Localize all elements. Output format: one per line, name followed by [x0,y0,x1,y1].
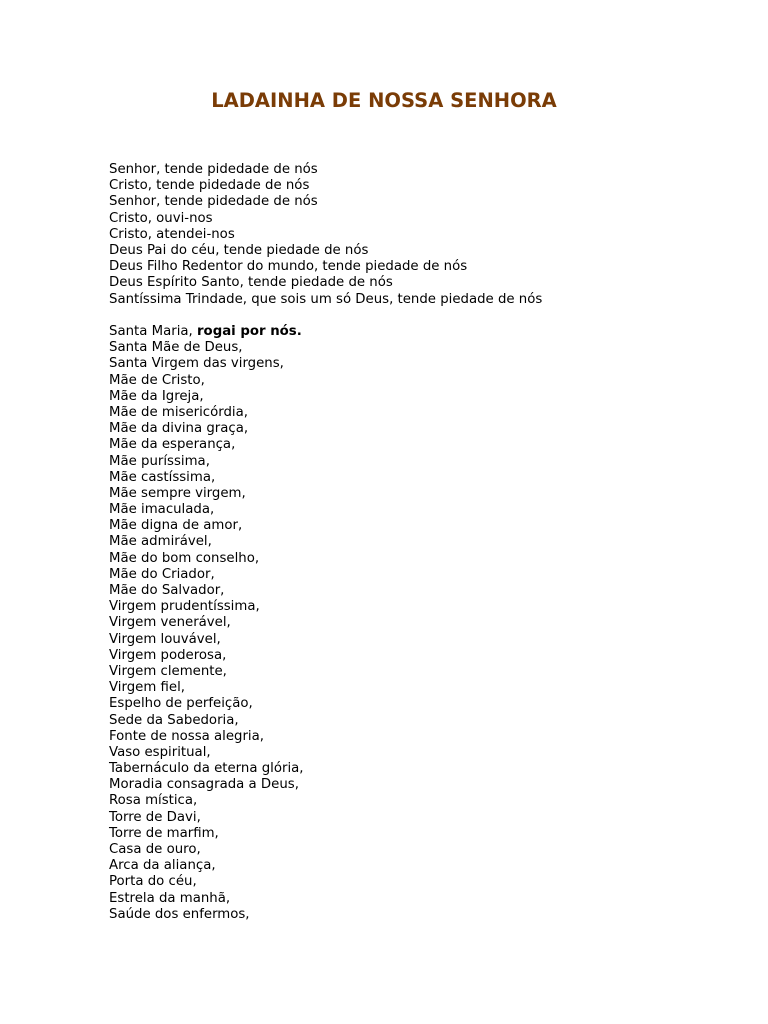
invocation-line: Mãe de Cristo, [109,372,205,388]
invocation-line: Santa Virgem das virgens, [109,356,284,372]
prayer-line: Santíssima Trindade, que sois um só Deus, tende piedade de nós [109,291,543,307]
invocation-line: Casa de ouro, [109,842,201,857]
invocation-line: Rosa mística, [109,793,198,809]
invocation-line: Santa Mãe de Deus, [109,340,243,356]
invocation-line: Vaso espiritual, [109,744,211,760]
invocation-line: Mãe da Igreja, [109,388,204,404]
invocations-block [109,324,304,923]
prayer-line: Deus Filho Redentor do mundo, tende piedade de nós [109,259,468,275]
prayer-line: Cristo, atendei-nos [109,226,235,242]
invocation-line: Saúde dos enfermos, [109,906,250,922]
intro-prayer-block [109,162,542,308]
invocation-text: Santa Maria, [109,324,197,339]
prayer-line: Cristo, tende pidedade de nós [109,178,310,194]
invocation-line: Mãe digna de amor, [109,518,243,534]
invocation-line: Mãe imaculada, [109,502,215,518]
invocation-line: Virgem louvável, [109,631,221,647]
prayer-line: Deus Pai do céu, tende piedade de nós [109,242,369,258]
invocation-line: Mãe da esperança, [109,437,236,453]
invocation-line: Mãe da divina graça, [109,421,249,437]
invocation-line: Tabernáculo da eterna glória, [109,761,304,777]
invocation-line: Arca da aliança, [109,858,216,874]
invocation-line: Mãe do Salvador, [109,583,225,598]
invocation-line: Virgem clemente, [109,663,227,679]
invocation-line: Torre de Davi, [109,809,201,825]
invocation-line: Porta do céu, [109,874,197,890]
invocation-line: Mãe de misericórdia, [109,404,248,420]
invocation-line: Mãe castíssima, [109,469,216,485]
invocation-line: Mãe do bom conselho, [109,550,260,566]
invocation-line: Virgem prudentíssima, [109,599,260,615]
prayer-line: Deus Espírito Santo, tende piedade de nós [109,275,393,291]
invocation-line: Mãe admirável, [109,534,212,550]
invocation-line: Moradia consagrada a Deus, [109,777,299,793]
prayer-line: Senhor, tende pidedade de nós [109,162,318,177]
prayer-line: Senhor, tende pidedade de nós [109,194,318,210]
prayer-line: Cristo, ouvi-nos [109,210,213,226]
invocation-line: Virgem venerável, [109,615,231,631]
document-title: LADAINHA DE NOSSA SENHORA [211,89,557,112]
first-invocation [109,324,304,340]
invocation-line: Virgem fiel, [109,680,186,696]
invocation-line: Mãe sempre virgem, [109,485,246,501]
invocation-line: Espelho de perfeição, [109,696,253,712]
invocation-line: Sede da Sabedoria, [109,712,239,728]
invocation-line: Virgem poderosa, [109,647,227,663]
invocation-line: Mãe puríssima, [109,453,210,469]
response-text: rogai por nós. [197,324,302,339]
invocation-line: Torre de marfim, [109,825,219,841]
invocation-line: Mãe do Criador, [109,566,215,582]
invocation-line: Fonte de nossa alegria, [109,728,264,744]
invocation-line: Estrela da manhã, [109,890,231,906]
